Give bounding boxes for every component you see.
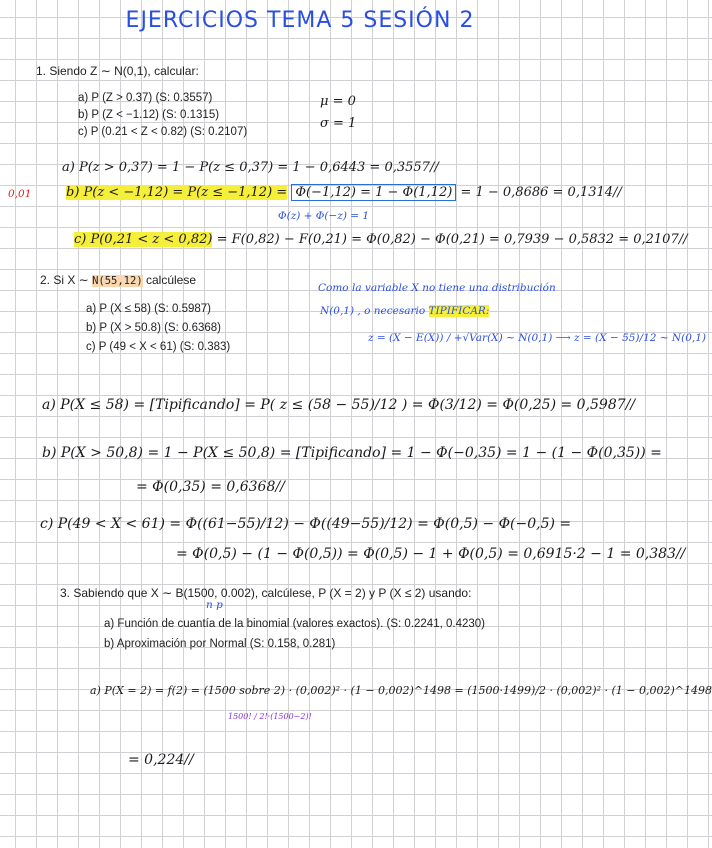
ex1-solution-c-lhs: c) P(0,21 < z < 0,82) xyxy=(74,232,213,247)
ex1-item-b: b) P (Z < −1.12) (S: 0.1315) xyxy=(78,109,220,121)
ex3-item-a: a) Función de cuantía de la binomial (valores exactos). (S: 0.2241, 0.4230) xyxy=(104,618,485,630)
ex2-note-line1: Como la variable X no tiene una distribución xyxy=(318,282,556,294)
ex3-statement: 3. Sabiendo que X ∼ B(1500, 0.002), calcúlese, P (X = 2) y P (X ≤ 2) usando: xyxy=(60,586,472,600)
ex1-sigma: σ = 1 xyxy=(320,116,357,131)
ex1-item-c: c) P (0.21 < Z < 0.82) (S: 0.2107) xyxy=(78,126,248,138)
ex1-solution-b xyxy=(66,185,622,200)
ex2-note-line2-a: N(0,1) , o necesario xyxy=(320,305,426,317)
ex3-item-b: b) Aproximación por Normal (S: 0.158, 0.281) xyxy=(104,638,336,650)
ex2-note-tipificar: TIPIFICAR: xyxy=(428,305,490,317)
margin-note: 0,01 xyxy=(8,188,32,200)
ex1-mu: μ = 0 xyxy=(320,94,356,109)
ex2-note-line2 xyxy=(320,305,489,317)
ex2-solution-a: a) P(X ≤ 58) = [Tipificando] = P( z ≤ (58 − 55)/12 ) = Φ(3/12) = Φ(0,25) = 0,5987// xyxy=(42,397,636,413)
ex1-solution-b-lhs: b) P(z < −1,12) = P(z ≤ −1,12) = xyxy=(66,185,288,200)
ex1-solution-b-rhs: = 1 − 0,8686 = 0,1314// xyxy=(460,185,622,200)
ex1-solution-a: a) P(z > 0,37) = 1 − P(z ≤ 0,37) = 1 − 0,6443 = 0,3557// xyxy=(62,160,439,175)
ex3-solution-a: a) P(X = 2) = f(2) = (1500 sobre 2) · (0,002)² · (1 − 0,002)^1498 = (1500·1499)/2 · (0,002)² · (1 − 0,002)^1498 xyxy=(90,684,712,697)
ex2-solution-b2: = Φ(0,35) = 0,6368// xyxy=(136,479,285,495)
ex3-solution-a-note: 1500! / 2!·(1500−2)! xyxy=(228,712,312,721)
ex1-solution-c xyxy=(74,232,687,247)
ex1-solution-c-rhs: = F(0,82) − F(0,21) = Φ(0,82) − Φ(0,21) = 0,7939 − 0,5832 = 0,2107// xyxy=(216,232,688,247)
ex2-solution-c2: = Φ(0,5) − (1 − Φ(0,5)) = Φ(0,5) − 1 + Φ(0,5) = 0,6915·2 − 1 = 0,383// xyxy=(176,546,686,562)
ex2-solution-c1: c) P(49 < X < 61) = Φ((61−55)/12) − Φ((49−55)/12) = Φ(0,5) − Φ(−0,5) = xyxy=(40,516,572,532)
ex2-item-c: c) P (49 < X < 61) (S: 0.383) xyxy=(86,341,231,353)
ex1-statement: 1. Siendo Z ∼ N(0,1), calcular: xyxy=(36,64,199,78)
ex1-item-a: a) P (Z > 0.37) (S: 0.3557) xyxy=(78,92,213,104)
ex3-param-marks: n p xyxy=(206,599,223,611)
ex2-item-a: a) P (X ≤ 58) (S: 0.5987) xyxy=(86,303,211,315)
ex2-statement-prefix: 2. Si X ∼ xyxy=(40,273,93,287)
ex2-solution-b1: b) P(X > 50,8) = 1 − P(X ≤ 50,8) = [Tipificando] = 1 − Φ(−0,35) = 1 − (1 − Φ(0,35)) = xyxy=(42,445,662,461)
page-title: EJERCICIOS TEMA 5 SESIÓN 2 xyxy=(125,8,475,33)
ex2-statement-suffix: calcúlese xyxy=(142,273,197,287)
ex2-distribution: N(55,12) xyxy=(92,275,143,287)
ex2-item-b: b) P (X > 50.8) (S: 0.6368) xyxy=(86,322,221,334)
ex2-statement xyxy=(40,273,196,287)
ex1-solution-b-box: Φ(−1,12) = 1 − Φ(1,12) xyxy=(291,184,456,201)
ex2-note-z: z = (X − E(X)) / +√Var(X) ∼ N(0,1) ⟶ z = (X − 55)/12 ∼ N(0,1) xyxy=(368,332,706,344)
ex1-solution-b-note: Φ(z) + Φ(−z) = 1 xyxy=(278,210,370,222)
ex3-solution-a-result: = 0,224// xyxy=(128,752,194,768)
